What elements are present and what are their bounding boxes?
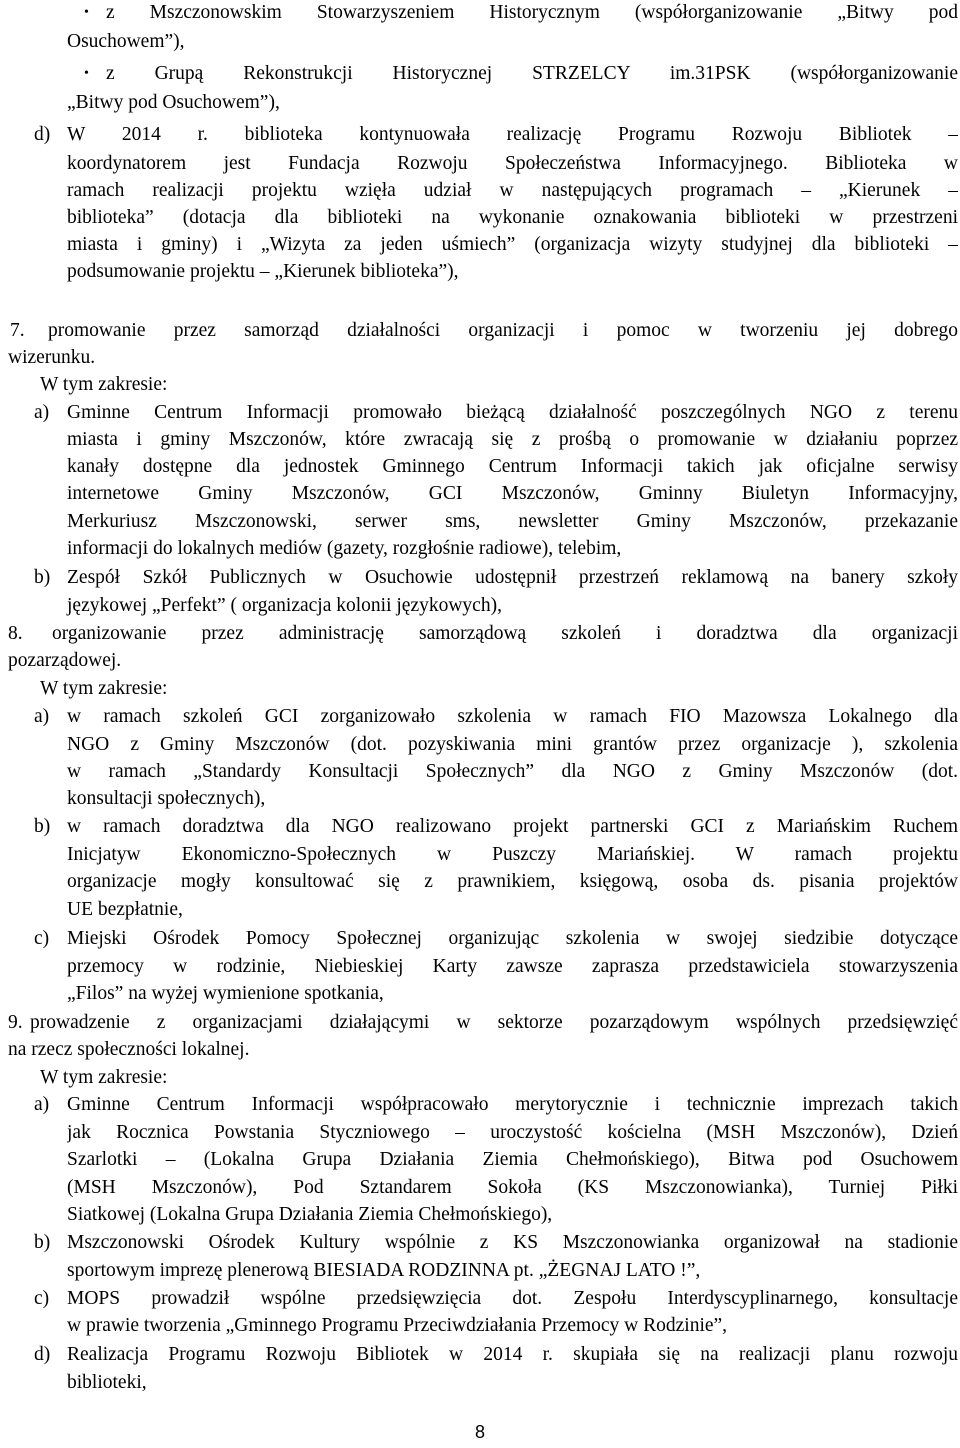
list-marker-b: b) (34, 567, 51, 588)
section-heading: prowadzenie z organizacjami działającymi w sektorze pozarządowym wspólnych przedsięwzięć (30, 1012, 958, 1033)
list-marker-a: a) (34, 402, 50, 423)
text-line: kanały dostępne dla jednostek Gminnego Centrum Informacji takich jak oficjalne serwisy (67, 456, 958, 477)
text-line: konsultacji społecznych), (67, 788, 266, 809)
list-marker-a: a) (34, 1094, 50, 1115)
text-line: Inicjatyw Ekonomiczno-Społecznych w Puszczy Mariańskiej. W ramach projektu (67, 844, 958, 865)
text-line: Osuchowem”), (67, 31, 185, 52)
section-heading: promowanie przez samorząd działalności organizacji i pomoc w tworzeniu jej dobrego (48, 320, 958, 341)
list-marker-b: b) (34, 816, 51, 837)
list-marker-b: b) (34, 1232, 51, 1253)
text-line: miasta i gminy) i „Wizyta za jeden uśmiech” (organizacja wizyty studyjnej dla biblioteki – (67, 234, 958, 255)
text-line: (MSH Mszczonów), Pod Sztandarem Sokoła (KS Mszczonowianka), Turniej Piłki (67, 1177, 958, 1198)
text-line: z Mszczonowskim Stowarzyszeniem Historycznym (współorganizowanie „Bitwy pod (106, 2, 958, 23)
text-line: sportowym imprezę plenerową BIESIADA RODZINNA pt. „ŻEGNAJ LATO !”, (67, 1260, 701, 1281)
text-line: MOPS prowadził wspólne przedsięwzięcia dot. Zespołu Interdyscyplinarnego, konsultacje (67, 1288, 958, 1309)
section-heading: wizerunku. (8, 347, 96, 368)
list-marker-a: a) (34, 706, 50, 727)
text-line: Realizacja Programu Rozwoju Bibliotek w 2014 r. skupiała się na realizacji planu rozwoju (67, 1344, 958, 1365)
text-line: NGO z Gminy Mszczonów (dot. pozyskiwania mini grantów przez organizacje ), szkolenia (67, 734, 958, 755)
section-number-9: 9. (8, 1012, 23, 1033)
text-line: z Grupą Rekonstrukcji Historycznej STRZELCY im.31PSK (współorganizowanie (106, 63, 958, 84)
list-marker-c: c) (34, 928, 50, 949)
text-line: językowej „Perfekt” ( organizacja kolonii językowych), (67, 595, 502, 616)
text-line: Miejski Ośrodek Pomocy Społecznej organizując szkolenia w swojej siedzibie dotyczące (67, 928, 958, 949)
text-line: organizacje mogły konsultować się z prawnikiem, księgową, osoba ds. pisania projektów (67, 871, 958, 892)
text-line: „Filos” na wyżej wymienione spotkania, (67, 983, 384, 1004)
text-line: informacji do lokalnych mediów (gazety, rozgłośnie radiowe), telebim, (67, 538, 622, 559)
section-number-7: 7. (10, 320, 25, 341)
bullet-marker: • (84, 5, 89, 20)
section-heading: pozarządowej. (8, 650, 122, 671)
list-marker-c: c) (34, 1288, 50, 1309)
text-line: w ramach szkoleń GCI zorganizowało szkolenia w ramach FIO Mazowsza Lokalnego dla (67, 706, 958, 727)
list-marker-d: d) (34, 124, 51, 145)
section-number-8: 8. (8, 623, 23, 644)
text-line: jak Rocznica Powstania Styczniowego – uroczystość kościelna (MSH Mszczonów), Dzień (67, 1122, 958, 1143)
text-line: Gminne Centrum Informacji współpracowało merytorycznie i technicznie imprezach takich (67, 1094, 958, 1115)
text-line: ramach realizacji projektu wzięła udział w następujących programach – „Kierunek – (67, 180, 958, 201)
text-line: W 2014 r. biblioteka kontynuowała realizację Programu Rozwoju Bibliotek – (67, 124, 958, 145)
text-line: Szarlotki – (Lokalna Grupa Działania Ziemia Chełmońskiego), Bitwa pod Osuchowem (67, 1149, 958, 1170)
text-line: miasta i gminy Mszczonów, które zwracają się z prośbą o promowanie w działaniu poprzez (67, 429, 958, 450)
text-line: Gminne Centrum Informacji promowało bieżącą działalność poszczególnych NGO z terenu (67, 402, 958, 423)
scope-label: W tym zakresie: (40, 374, 168, 395)
text-line: w ramach „Standardy Konsultacji Społecznych” dla NGO z Gminy Mszczonów (dot. (67, 761, 958, 782)
text-line: „Bitwy pod Osuchowem”), (67, 92, 280, 113)
text-line: biblioteki, (67, 1372, 147, 1393)
section-heading: na rzecz społeczności lokalnej. (8, 1039, 250, 1060)
scope-label: W tym zakresie: (40, 678, 168, 699)
text-line: Zespół Szkół Publicznych w Osuchowie udostępnił przestrzeń reklamową na banery szkoły (67, 567, 958, 588)
text-line: przemocy w rodzinie, Niebieskiej Karty zawsze zaprasza przedstawiciela stowarzyszenia (67, 956, 958, 977)
text-line: UE bezpłatnie, (67, 899, 183, 920)
page-number: 8 (474, 1422, 485, 1442)
text-line: Mszczonowski Ośrodek Kultury wspólnie z KS Mszczonowianka organizował na stadionie (67, 1232, 958, 1253)
list-marker-d: d) (34, 1344, 51, 1365)
text-line: koordynatorem jest Fundacja Rozwoju Społeczeństwa Informacyjnego. Biblioteka w (67, 153, 958, 174)
text-line: w prawie tworzenia „Gminnego Programu Przeciwdziałania Przemocy w Rodzinie”, (67, 1315, 728, 1336)
text-line: Siatkowej (Lokalna Grupa Działania Ziemia Chełmońskiego), (67, 1204, 553, 1225)
section-heading: organizowanie przez administrację samorządową szkoleń i doradztwa dla organizacji (52, 623, 958, 644)
text-line: podsumowanie projektu – „Kierunek biblioteka”), (67, 261, 459, 282)
text-line: w ramach doradztwa dla NGO realizowano projekt partnerski GCI z Mariańskim Ruchem (67, 816, 958, 837)
scope-label: W tym zakresie: (40, 1067, 168, 1088)
text-line: Merkuriusz Mszczonowski, serwer sms, newsletter Gminy Mszczonów, przekazanie (67, 511, 958, 532)
bullet-marker: • (84, 66, 89, 81)
text-line: internetowe Gminy Mszczonów, GCI Mszczonów, Gminny Biuletyn Informacyjny, (67, 483, 958, 504)
text-line: biblioteka” (dotacja dla biblioteki na wykonanie oznakowania biblioteki w przestrzeni (67, 207, 958, 228)
